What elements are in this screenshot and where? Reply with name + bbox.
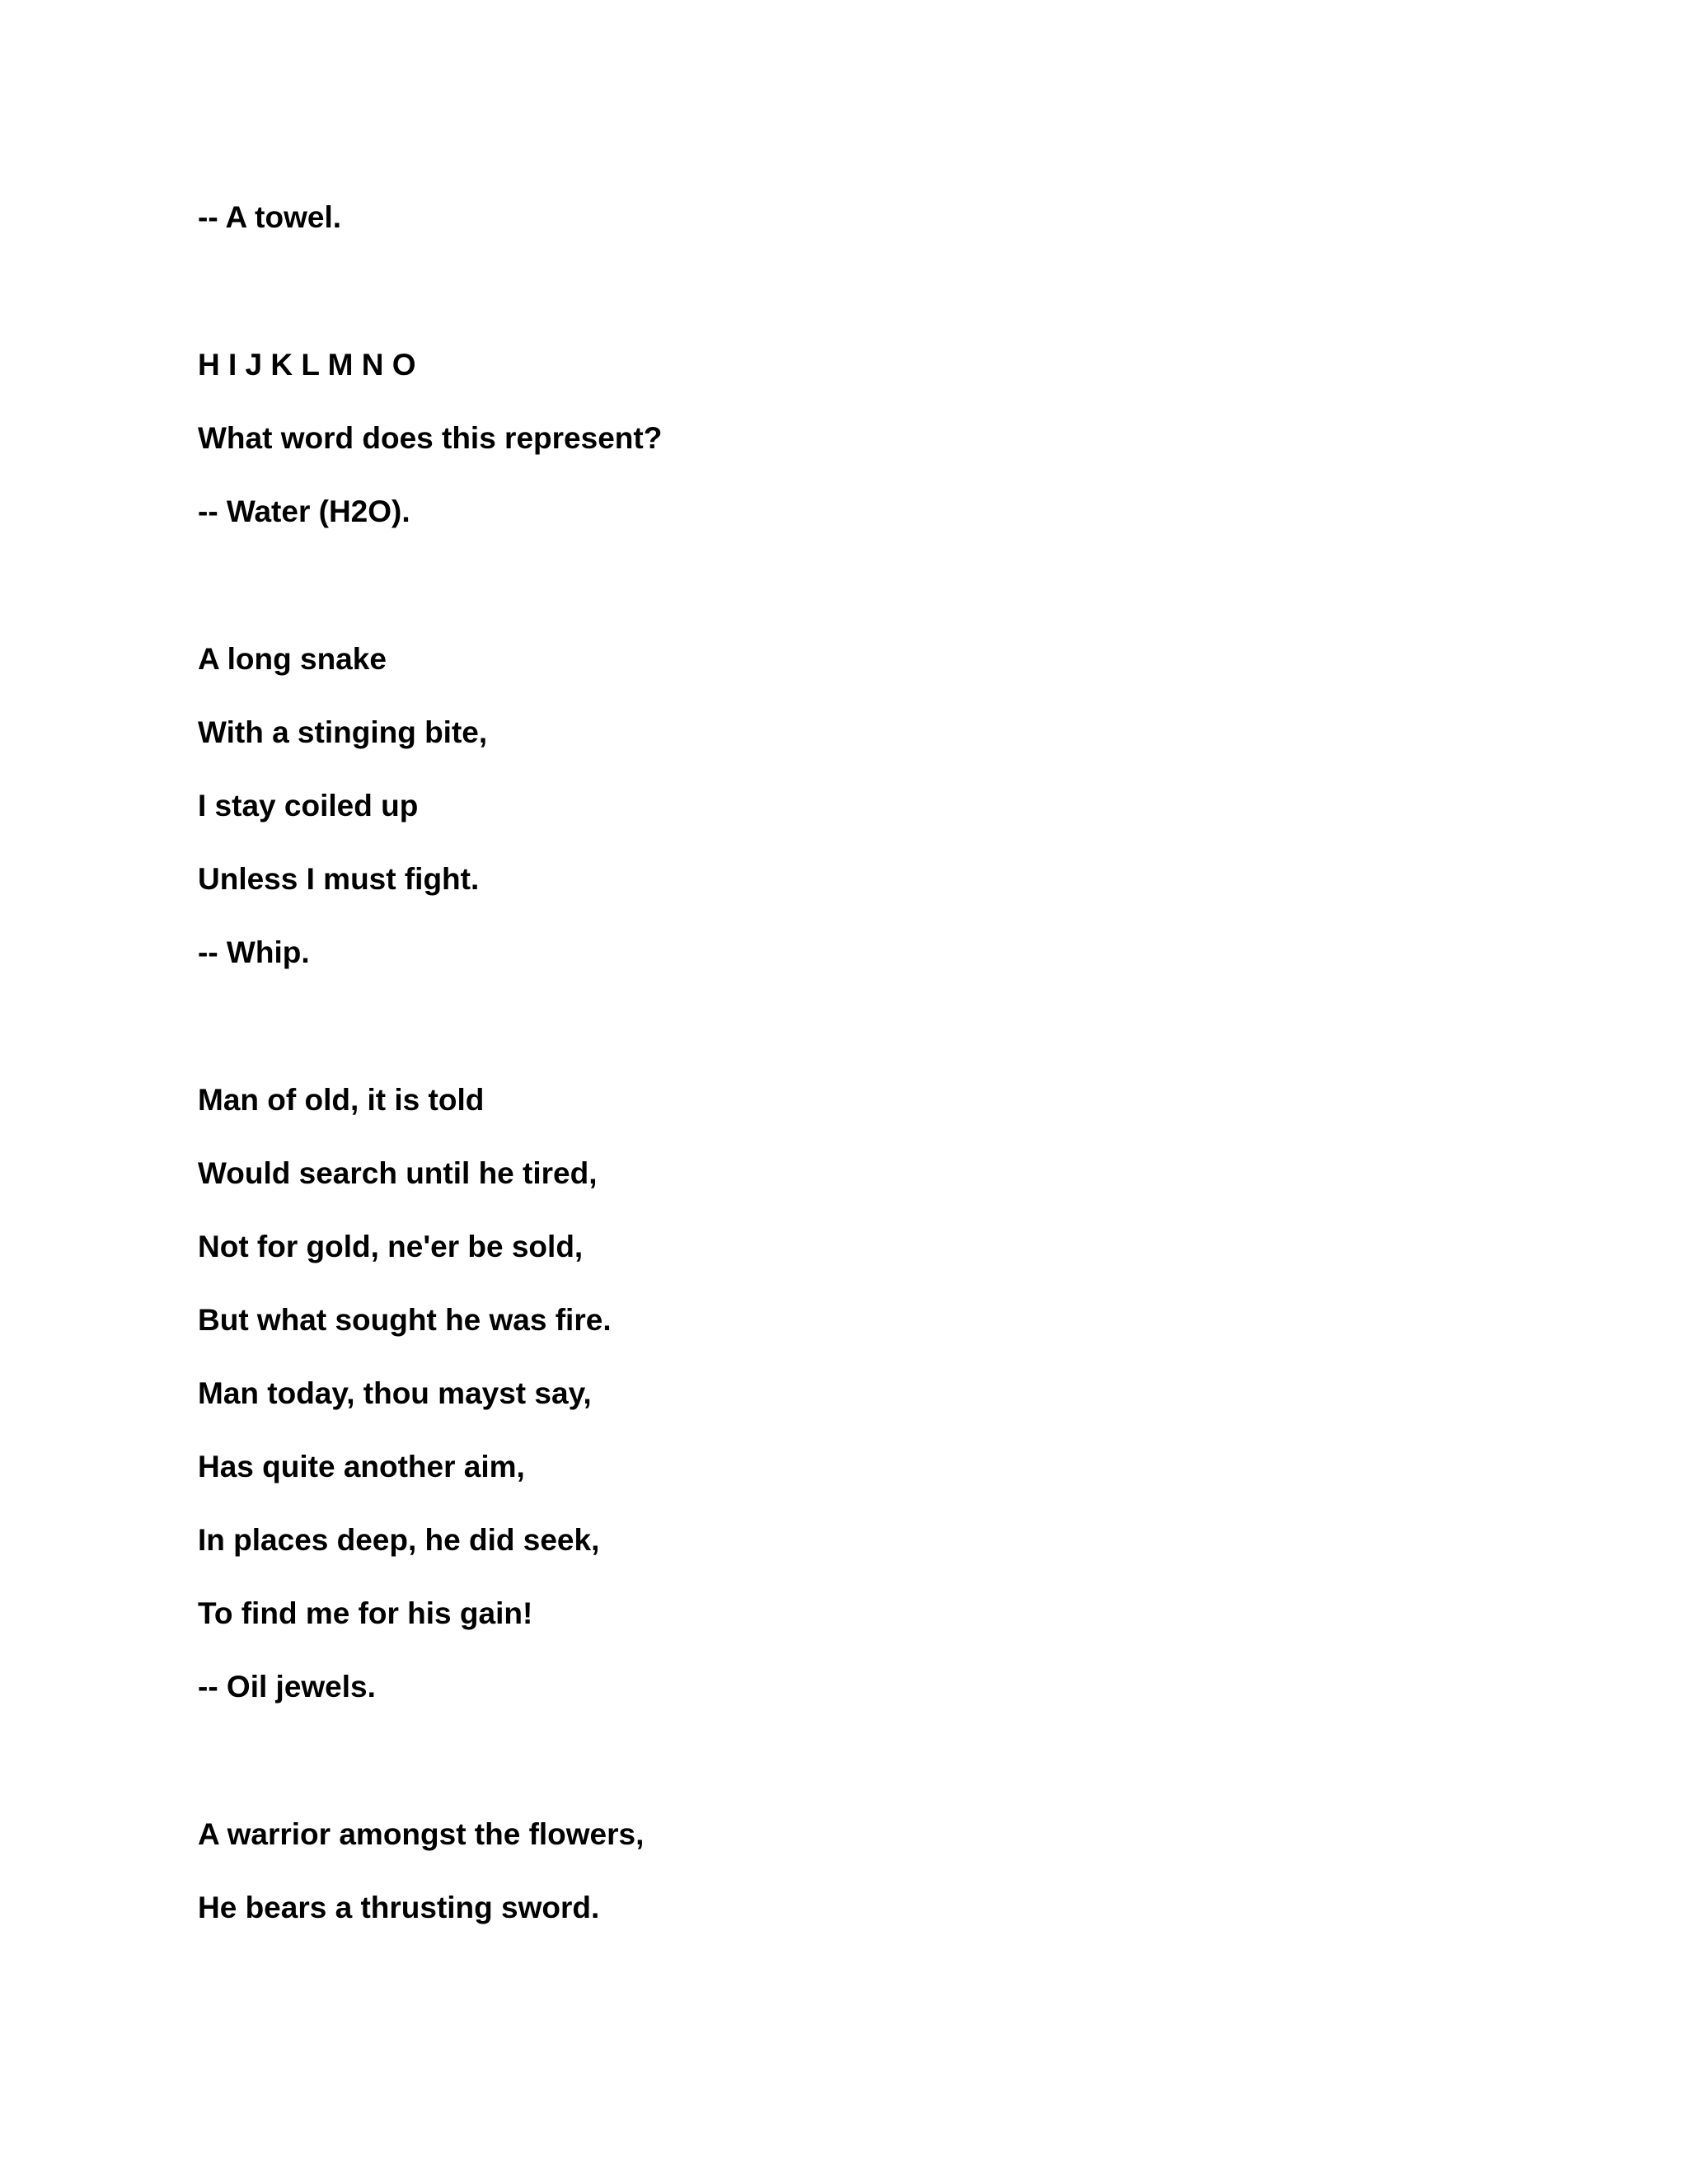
answer-whip: -- Whip. bbox=[198, 935, 310, 969]
answer-water: -- Water (H2O). bbox=[198, 494, 410, 528]
riddle-snake-line-4: Unless I must fight. bbox=[198, 862, 480, 896]
riddle-man-line-6: Has quite another aim, bbox=[198, 1450, 525, 1483]
riddle-man-line-3: Not for gold, ne'er be sold, bbox=[198, 1230, 584, 1263]
riddle-man-line-7: In places deep, he did seek, bbox=[198, 1523, 600, 1557]
riddle-letters: H I J K L M N O bbox=[198, 348, 416, 382]
riddle-man-line-2: Would search until he tired, bbox=[198, 1156, 598, 1190]
answer-towel: -- A towel. bbox=[198, 200, 342, 234]
answer-oil-jewels: -- Oil jewels. bbox=[198, 1670, 376, 1704]
riddle-man-line-8: To find me for his gain! bbox=[198, 1596, 533, 1630]
riddle-man-line-5: Man today, thou mayst say, bbox=[198, 1376, 592, 1410]
riddle-man-line-4: But what sought he was fire. bbox=[198, 1303, 612, 1337]
riddle-snake-line-1: A long snake bbox=[198, 642, 387, 676]
riddle-snake-line-2: With a stinging bite, bbox=[198, 715, 488, 749]
riddle-question: What word does this represent? bbox=[198, 421, 663, 455]
riddle-man-line-1: Man of old, it is told bbox=[198, 1083, 485, 1117]
riddle-warrior-line-2: He bears a thrusting sword. bbox=[198, 1891, 600, 1924]
riddle-snake-line-3: I stay coiled up bbox=[198, 789, 419, 823]
riddle-warrior-line-1: A warrior amongst the flowers, bbox=[198, 1817, 645, 1851]
